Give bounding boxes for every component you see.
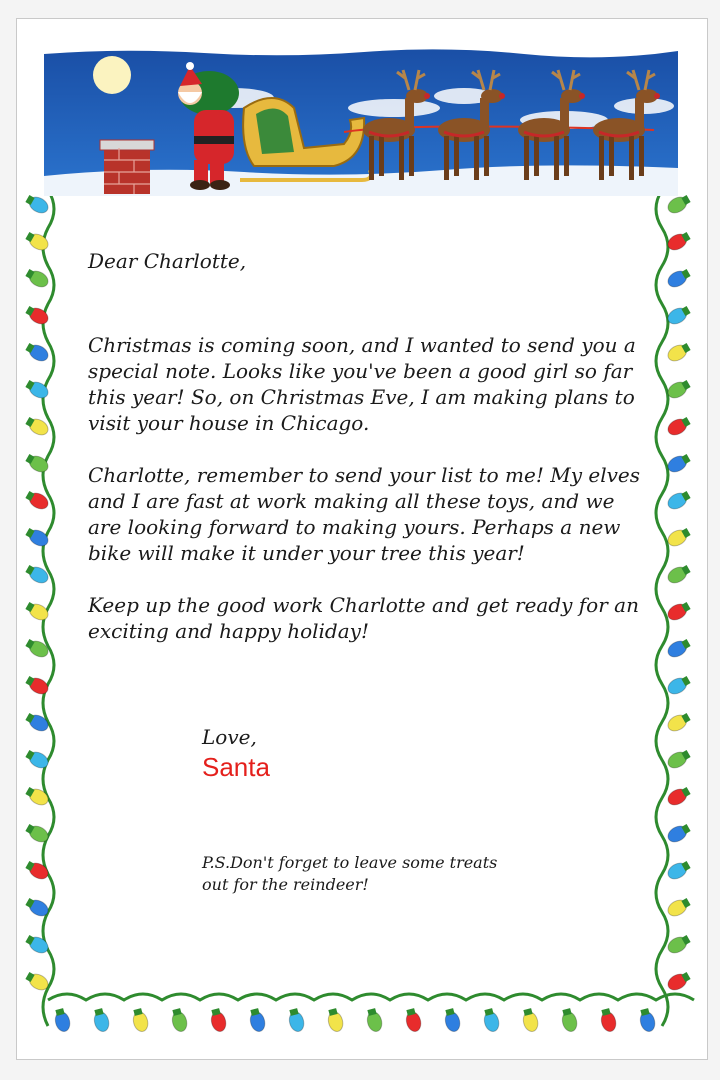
chimney-icon [100, 140, 154, 194]
christmas-light-icon [665, 895, 692, 919]
letter-paragraph: Christmas is coming soon, and I wanted to send you a special note. Looks like you've been a good girl so far this year! So, on Christmas Eve, I am making plans to visit your house in Chicago. [88, 333, 636, 435]
christmas-light-icon [24, 673, 51, 697]
christmas-light-icon [442, 1007, 461, 1033]
christmas-light-icon [24, 858, 51, 882]
christmas-light-icon [24, 599, 51, 623]
christmas-light-icon [520, 1007, 539, 1033]
christmas-light-icon [665, 266, 692, 290]
christmas-light-icon [665, 525, 692, 549]
christmas-light-icon [52, 1007, 71, 1033]
christmas-light-icon [665, 636, 692, 660]
christmas-light-icon [24, 451, 51, 475]
letter-signature: Santa [202, 752, 270, 782]
christmas-light-icon [665, 932, 692, 956]
christmas-light-icon [24, 710, 51, 734]
christmas-light-icon [665, 858, 692, 882]
christmas-light-icon [364, 1007, 383, 1033]
christmas-light-icon [665, 784, 692, 808]
santa-sleigh-banner [44, 48, 678, 196]
christmas-light-icon [665, 340, 692, 364]
moon-icon [93, 56, 131, 94]
christmas-light-icon [24, 266, 51, 290]
christmas-light-icon [559, 1007, 578, 1033]
christmas-light-icon [665, 969, 692, 993]
christmas-light-icon [403, 1007, 422, 1033]
christmas-light-icon [24, 747, 51, 771]
christmas-light-icon [665, 562, 692, 586]
christmas-light-icon [208, 1007, 227, 1033]
christmas-light-icon [286, 1007, 305, 1033]
christmas-light-icon [665, 710, 692, 734]
christmas-light-icon [598, 1007, 617, 1033]
christmas-light-icon [665, 673, 692, 697]
christmas-light-icon [24, 784, 51, 808]
letter-postscript: P.S.Don't forget to leave some treats out for the reindeer! [202, 853, 498, 894]
christmas-light-icon [665, 747, 692, 771]
christmas-light-icon [24, 340, 51, 364]
letter-paragraph: Keep up the good work Charlotte and get ready for an exciting and happy holiday! [88, 593, 639, 643]
christmas-light-icon [637, 1007, 656, 1033]
christmas-light-icon [247, 1007, 266, 1033]
christmas-light-icon [130, 1007, 149, 1033]
letter-body [88, 248, 648, 670]
christmas-light-icon [665, 414, 692, 438]
letter-greeting: Dear Charlotte, [88, 249, 247, 273]
letter-closing: Love, [202, 725, 257, 749]
letter-paragraph: Charlotte, remember to send your list to me! My elves and I are fast at work making all these toys, and we are looking forward to making yours. Perhaps a new bike will make it under your tree this year! [88, 463, 641, 565]
christmas-light-icon [325, 1007, 344, 1033]
christmas-light-icon [665, 599, 692, 623]
christmas-light-icon [481, 1007, 500, 1033]
christmas-light-icon [665, 821, 692, 845]
christmas-light-icon [169, 1007, 188, 1033]
christmas-light-icon [665, 488, 692, 512]
christmas-light-icon [24, 932, 51, 956]
christmas-light-icon [91, 1007, 110, 1033]
christmas-light-icon [24, 525, 51, 549]
